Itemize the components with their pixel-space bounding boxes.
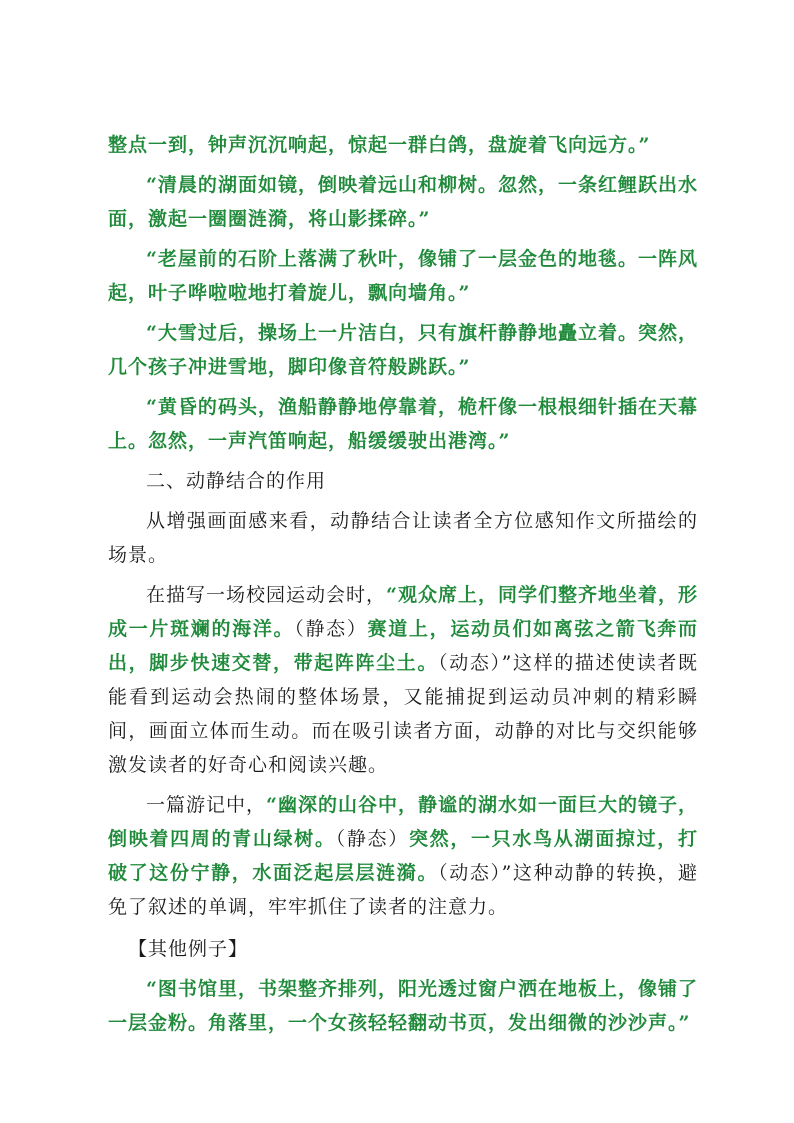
quote-dock: “黄昏的码头，渔船静静地停靠着，桅杆像一根根细针插在天幕上。忽然，一声汽笛响起，船缓缓驶出港湾。” xyxy=(108,396,698,452)
quote-dynamic-part: 赛道上，运动员们如离弦之箭飞奔而出，脚步快速交替，带起阵阵尘土。 xyxy=(108,618,698,674)
paragraph-lead: 一篇游记中， xyxy=(146,794,267,816)
intro-paragraph: 从增强画面感来看，动静结合让读者全方位感知作文所描绘的场景。 xyxy=(108,510,698,566)
paragraph-rest: ”这样的描述使读者既能看到运动会热闹的整体场景，又能捕捉到运动员冲刺的精彩瞬间，画面立体而生动。而在吸引读者方面，动静的对比与交织能够激发读者的好奇心和阅读兴趣。 xyxy=(108,652,698,776)
quote-snow: “大雪过后，操场上一片洁白，只有旗杆静静地矗立着。突然，几个孩子冲进雪地，脚印像音符般跳跃。” xyxy=(108,322,698,378)
dynamic-tag: （动态） xyxy=(438,652,502,674)
quote-static-part: “观众席上，同学们整齐地坐着，形成一片斑斓的海洋。 xyxy=(108,584,698,640)
sports-day-paragraph xyxy=(108,578,698,782)
paragraph-lead: 在描写一场校园运动会时， xyxy=(146,584,387,606)
quote-library: “图书馆里，书架整齐排列，阳光透过窗户洒在地板上，像铺了一层金粉。角落里，一个女孩轻轻翻动书页，发出细微的沙沙声。” xyxy=(108,978,698,1034)
quote-lake: “清晨的湖面如镜，倒映着远山和柳树。忽然，一条红鲤跃出水面，激起一圈圈涟漪，将山影揉碎。” xyxy=(108,174,698,230)
quote-continued: 整点一到，钟声沉沉响起，惊起一群白鸽，盘旋着飞向远方。” xyxy=(108,134,651,156)
quote-old-house: “老屋前的石阶上落满了秋叶，像铺了一层金色的地毯。一阵风起，叶子哗啦啦地打着旋儿，飘向墙角。” xyxy=(108,248,698,304)
travelogue-paragraph xyxy=(108,788,698,924)
quote-dynamic-part: 突然，一只水鸟从湖面掠过，打破了这份宁静，水面泛起层层涟漪。 xyxy=(108,828,698,884)
static-tag: （静态） xyxy=(294,618,368,640)
document-page xyxy=(108,128,698,1040)
static-tag: （静态） xyxy=(335,828,409,850)
section-heading: 二、动静结合的作用 xyxy=(146,470,327,492)
dynamic-tag: （动态） xyxy=(438,862,502,884)
other-examples-title: 【其他例子】 xyxy=(128,938,249,960)
paragraph-rest: ”这种动静的转换，避免了叙述的单调，牢牢抓住了读者的注意力。 xyxy=(108,862,698,918)
quote-static-part: “幽深的山谷中，静谧的湖水如一面巨大的镜子，倒映着四周的青山绿树。 xyxy=(108,794,698,850)
